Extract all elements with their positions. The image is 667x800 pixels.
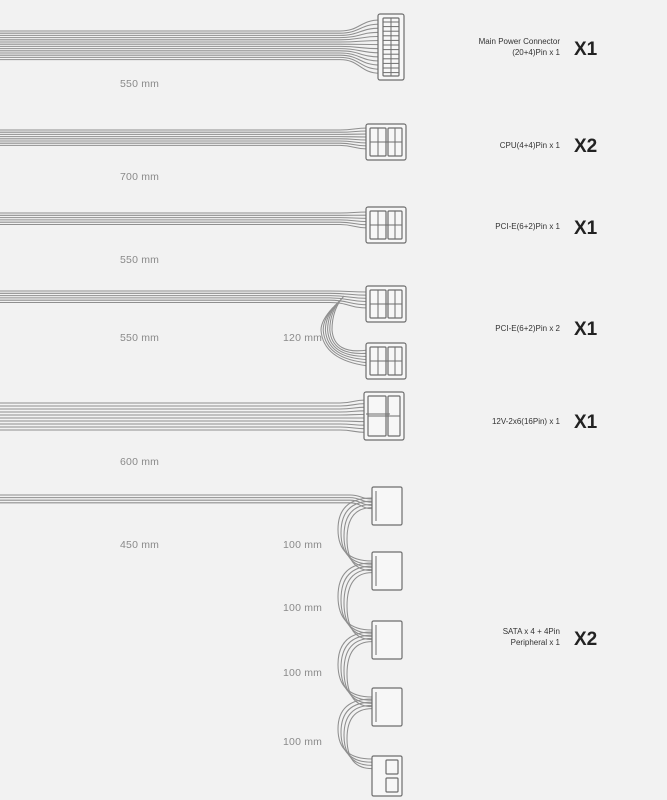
row6-branch-length-2: 100 mm xyxy=(283,602,323,614)
row6-branch-length-3: 100 mm xyxy=(283,667,323,679)
row6-desc-line1: SATA x 4 + 4Pin xyxy=(502,627,560,636)
row6-desc-line2: Peripheral x 1 xyxy=(510,638,560,647)
molex-pin-slot xyxy=(386,760,398,774)
row5-length: 600 mm xyxy=(120,456,160,468)
row5-fan-wire xyxy=(340,407,366,409)
row6-length: 450 mm xyxy=(120,539,160,551)
row3-fan-wire xyxy=(340,218,368,219)
row4-branch-length: 120 mm xyxy=(283,332,323,344)
row6-branch-length-1: 100 mm xyxy=(283,539,323,551)
row3-fan-wire xyxy=(340,220,368,222)
row1-fan-wire xyxy=(340,20,380,31)
molex-pin-slot xyxy=(386,778,398,792)
row4-length: 550 mm xyxy=(120,332,160,344)
row5-fan-wire xyxy=(340,400,366,403)
sata-chain-wire xyxy=(344,705,372,765)
sata-chain-wire xyxy=(341,501,372,564)
row2-fan-wire xyxy=(340,131,368,132)
row2-length: 700 mm xyxy=(120,171,160,183)
row2-desc: CPU(4+4)Pin x 1 xyxy=(499,141,560,150)
row5-fan-wire xyxy=(340,427,366,429)
row5-desc: 12V-2x6(16Pin) x 1 xyxy=(491,417,560,426)
sata-chain-wire xyxy=(341,566,372,633)
row4-desc: PCI-E(6+2)Pin x 2 xyxy=(495,324,560,333)
row2-fan-wire xyxy=(340,141,368,143)
row3-cable-bg xyxy=(0,212,340,226)
row4-cable-bg xyxy=(0,290,330,304)
row4-qty: X1 xyxy=(574,319,598,340)
row5-fan-wire xyxy=(340,414,366,415)
sata-chain-wire xyxy=(344,504,372,567)
sata-chain-wire xyxy=(341,635,372,700)
row5-fan-wire xyxy=(340,424,366,425)
sata-chain-wire xyxy=(347,709,372,769)
sata-chain-wire xyxy=(341,702,372,762)
sata-chain-wire xyxy=(344,569,372,636)
row2-cable-bg xyxy=(0,129,340,147)
sata-chain-wire xyxy=(344,638,372,703)
row1-length: 550 mm xyxy=(120,78,160,90)
row4-fan-top-wire xyxy=(330,291,368,292)
row2-fan-wire xyxy=(340,128,368,130)
row1-fan-wire xyxy=(340,28,380,35)
row4-branch-wire xyxy=(330,298,368,353)
row3-desc: PCI-E(6+2)Pin x 1 xyxy=(495,222,560,231)
row6-branch-length-4: 100 mm xyxy=(283,736,323,748)
row1-fan-wire xyxy=(340,60,380,74)
row1-fan-wire xyxy=(340,41,380,43)
row1-desc-line2: (20+4)Pin x 1 xyxy=(512,48,560,57)
row3-fan-wire xyxy=(340,212,368,213)
row6-qty: X2 xyxy=(574,629,598,650)
row5-qty: X1 xyxy=(574,412,598,433)
row3-length: 550 mm xyxy=(120,254,160,266)
row5-fan-wire xyxy=(340,430,366,432)
row1-cable-bg xyxy=(0,30,340,61)
row5-fan-wire xyxy=(340,421,366,422)
row1-qty: X1 xyxy=(574,39,598,60)
row3-qty: X1 xyxy=(574,218,598,239)
row5-fan-wire xyxy=(340,411,366,412)
row5-fan-wire xyxy=(340,404,366,406)
row2-qty: X2 xyxy=(574,136,598,157)
row2-fan-wire xyxy=(340,139,368,140)
row1-desc-line1: Main Power Connector xyxy=(478,37,560,46)
sata-chain-wire xyxy=(338,699,372,759)
row4-fan-top-wire xyxy=(330,293,368,295)
row1-fan-wire xyxy=(340,57,380,69)
